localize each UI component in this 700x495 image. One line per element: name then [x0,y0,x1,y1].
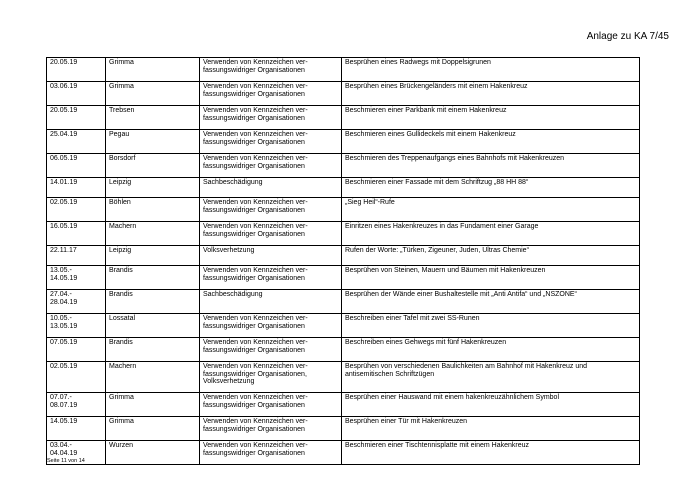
incident-date: 03.06.19 [47,82,106,106]
incident-date: 10.05.- 13.05.19 [47,314,106,338]
incident-place: Machern [106,362,200,393]
table-row [47,106,640,130]
incident-description: Einritzen eines Hakenkreuzes in das Fundament einer Garage [342,222,640,246]
incident-place: Machern [106,222,200,246]
incident-description: Besprühen von verschiedenen Baulichkeiten am Bahnhof mit Hakenkreuz und antisemitischen Schriftzügen [342,362,640,393]
table-row [47,246,640,266]
incident-place: Grimma [106,82,200,106]
annex-reference: Anlage zu KA 7/45 [586,31,669,42]
incident-place: Brandis [106,266,200,290]
table-row [47,58,640,82]
incident-date: 07.05.19 [47,338,106,362]
table-row [47,266,640,290]
incident-date: 20.05.19 [47,58,106,82]
table-row [47,393,640,417]
table-row [47,290,640,314]
table-row [47,441,640,465]
table-row [47,154,640,178]
incident-offense: Sachbeschädigung [200,290,342,314]
incident-date: 27.04.- 28.04.19 [47,290,106,314]
incident-description: Beschmieren einer Fassade mit dem Schriftzug „88 HH 88“ [342,178,640,198]
incident-description: „Sieg Heil“-Rufe [342,198,640,222]
incident-date: 20.05.19 [47,106,106,130]
incident-offense: Sachbeschädigung [200,178,342,198]
incident-description: Besprühen eines Radwegs mit Doppelsigrunen [342,58,640,82]
incident-offense: Verwenden von Kennzeichen ver- fassungswidriger Organisationen [200,266,342,290]
table-row [47,198,640,222]
incident-offense: Verwenden von Kennzeichen ver- fassungswidriger Organisationen [200,130,342,154]
incident-offense: Verwenden von Kennzeichen ver- fassungswidriger Organisationen [200,441,342,465]
incident-place: Leipzig [106,178,200,198]
incident-description: Besprühen eines Brückengeländers mit einem Hakenkreuz [342,82,640,106]
incident-description: Beschreiben einer Tafel mit zwei SS-Runen [342,314,640,338]
incident-description: Besprühen einer Hauswand mit einem hakenkreuzähnlichem Symbol [342,393,640,417]
incident-offense: Verwenden von Kennzeichen ver- fassungswidriger Organisationen [200,393,342,417]
table-row [47,178,640,198]
table-row [47,222,640,246]
incident-offense: Verwenden von Kennzeichen ver- fassungswidriger Organisationen [200,417,342,441]
incident-date: 03.04.- 04.04.19 [47,441,106,465]
incident-offense: Volksverhetzung [200,246,342,266]
incident-place: Grimma [106,58,200,82]
incident-description: Beschreiben eines Gehwegs mit fünf Hakenkreuzen [342,338,640,362]
incident-description: Besprühen von Steinen, Mauern und Bäumen mit Hakenkreuzen [342,266,640,290]
incident-place: Borsdorf [106,154,200,178]
table-row [47,314,640,338]
incident-place: Leipzig [106,246,200,266]
incident-offense: Verwenden von Kennzeichen ver- fassungswidriger Organisationen [200,222,342,246]
incident-date: 14.01.19 [47,178,106,198]
incident-date: 13.05.- 14.05.19 [47,266,106,290]
incident-place: Brandis [106,290,200,314]
incident-place: Pegau [106,130,200,154]
incident-description: Besprühen einer Tür mit Hakenkreuzen [342,417,640,441]
incident-table [46,57,640,465]
incident-place: Trebsen [106,106,200,130]
incident-place: Grimma [106,417,200,441]
incident-date: 07.07.- 08.07.19 [47,393,106,417]
table-row [47,130,640,154]
incident-description: Beschmieren des Treppenaufgangs eines Bahnhofs mit Hakenkreuzen [342,154,640,178]
incident-date: 06.05.19 [47,154,106,178]
incident-place: Wurzen [106,441,200,465]
incident-description: Besprühen der Wände einer Bushaltestelle mit „Anti Antifa“ und „NSZONE“ [342,290,640,314]
incident-place: Böhlen [106,198,200,222]
incident-offense: Verwenden von Kennzeichen ver- fassungswidriger Organisationen, Volksverhetzung [200,362,342,393]
table-row [47,362,640,393]
incident-description: Beschmieren einer Parkbank mit einem Hakenkreuz [342,106,640,130]
incident-offense: Verwenden von Kennzeichen ver- fassungswidriger Organisationen [200,58,342,82]
incident-offense: Verwenden von Kennzeichen ver- fassungswidriger Organisationen [200,314,342,338]
table-row [47,338,640,362]
incident-place: Grimma [106,393,200,417]
incident-description: Rufen der Worte: „Türken, Zigeuner, Juden, Ultras Chemie“ [342,246,640,266]
incident-date: 02.05.19 [47,362,106,393]
incident-description: Beschmieren eines Gullideckels mit einem Hakenkreuz [342,130,640,154]
table-row [47,82,640,106]
incident-date: 02.05.19 [47,198,106,222]
table-row [47,417,640,441]
incident-date: 14.05.19 [47,417,106,441]
incident-offense: Verwenden von Kennzeichen ver- fassungswidriger Organisationen [200,106,342,130]
incident-offense: Verwenden von Kennzeichen ver- fassungswidriger Organisationen [200,154,342,178]
incident-description: Beschmieren einer Tischtennisplatte mit einem Hakenkreuz [342,441,640,465]
incident-date: 16.05.19 [47,222,106,246]
incident-offense: Verwenden von Kennzeichen ver- fassungswidriger Organisationen [200,338,342,362]
incident-date: 25.04.19 [47,130,106,154]
incident-offense: Verwenden von Kennzeichen ver- fassungswidriger Organisationen [200,82,342,106]
page-number: Seite 11 von 14 [47,458,85,464]
incident-place: Lossatal [106,314,200,338]
incident-offense: Verwenden von Kennzeichen ver- fassungswidriger Organisationen [200,198,342,222]
incident-date: 22.11.17 [47,246,106,266]
incident-table-body [47,58,640,465]
incident-place: Brandis [106,338,200,362]
